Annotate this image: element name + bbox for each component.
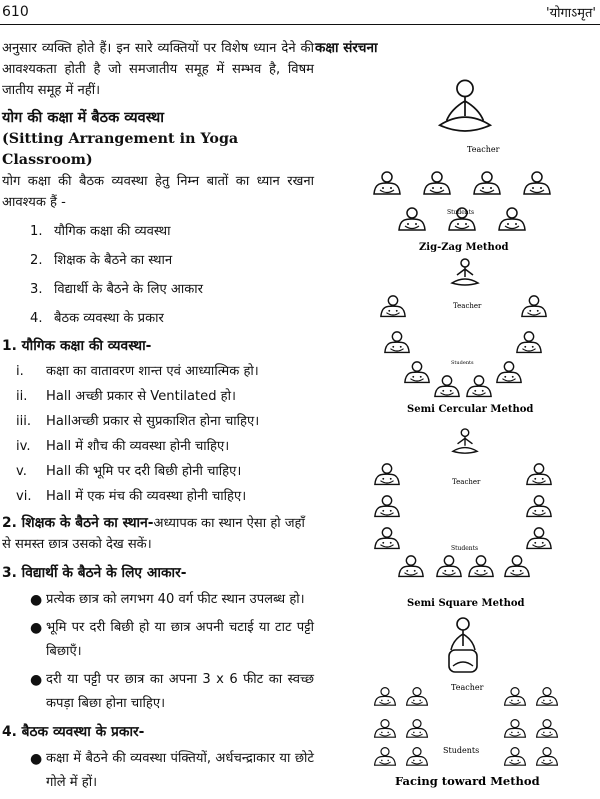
- student-icon: [375, 528, 399, 549]
- student-icon: [505, 556, 529, 577]
- list-item: vi. Hall में एक मंच की व्यवस्था होनी चाहिए।: [16, 489, 247, 504]
- bullet-icon: ●: [30, 620, 43, 636]
- list-item: 2. शिक्षक के बैठने का स्थान: [30, 253, 173, 268]
- list-item: ii. Hall अच्छी प्रकार से Ventilated हो।: [16, 389, 236, 404]
- zigzag-students-label: Students: [447, 209, 475, 216]
- student-icon: [407, 688, 428, 706]
- class-structure-diagram: [315, 38, 600, 788]
- student-icon: [375, 496, 399, 517]
- list-item: ● दरी या पट्टी पर छात्र का अपना 3 x 6 फीट का स्वच्छ कपड़ा बिछा होना चाहिए।: [2, 668, 314, 716]
- student-icon: [537, 720, 558, 738]
- book-title: 'योगाऽमृत': [546, 6, 596, 21]
- student-icon: [474, 172, 500, 194]
- student-icon: [437, 556, 461, 577]
- student-icon: [537, 748, 558, 766]
- header-rule: [0, 24, 600, 25]
- teacher-icon: [452, 259, 478, 285]
- list-item: iii. Hallअच्छी प्रकार से सुप्रकाशित होना चाहिए।: [16, 414, 260, 429]
- student-icon: [399, 208, 425, 230]
- semisquare-students-label: Students: [451, 545, 479, 552]
- teacher-figure-icon: [440, 80, 491, 131]
- lead-paragraph: योग कक्षा की बैठक व्यवस्था हेतु निम्न बातों का ध्यान रखना आवश्यक हैं -: [2, 174, 314, 210]
- student-icon: [375, 464, 399, 485]
- section-2-heading: 2. शिक्षक के बैठने का स्थान-: [2, 515, 154, 531]
- facing-caption: Facing toward Method: [395, 774, 540, 788]
- student-icon: [537, 688, 558, 706]
- teacher-icon: [453, 429, 477, 453]
- semicircle-diagram: [381, 259, 546, 415]
- list-item: 4. बैठक व्यवस्था के प्रकार: [30, 311, 164, 326]
- bullet-icon: ●: [30, 672, 43, 688]
- list-item: ● भूमि पर दरी बिछी हो या छात्र अपनी चटाई या टाट पट्टी बिछाएँ।: [2, 616, 314, 664]
- page-header: [0, 0, 600, 26]
- page-number: 610: [2, 4, 29, 20]
- section-3-heading: 3. विद्यार्थी के बैठने के लिए आकार-: [2, 565, 187, 581]
- section-4-heading: 4. बैठक व्यवस्था के प्रकार-: [2, 724, 145, 740]
- student-icon: [469, 556, 493, 577]
- semicircle-students-label: Students: [451, 360, 474, 366]
- points-list: [2, 217, 314, 333]
- zigzag-teacher-label: Teacher: [467, 145, 500, 154]
- section-1-list: [2, 359, 314, 509]
- student-icon: [435, 376, 459, 397]
- student-icon: [505, 748, 526, 766]
- semisquare-caption: Semi Square Method: [407, 598, 525, 609]
- student-icon: [524, 172, 550, 194]
- intro-paragraph: अनुसार व्यक्ति होते हैं। इन सारे व्यक्तियों पर विशेष ध्यान देने की आवश्यकता होती है जो समजातीय समूह में सम्भव है, विषम जातीय समूह में नहीं।: [2, 41, 314, 98]
- student-icon: [467, 376, 491, 397]
- section-3-list: [2, 588, 314, 716]
- student-icon: [381, 296, 405, 317]
- student-icon: [424, 172, 450, 194]
- section-2-text: अध्यापक का स्थान ऐसा हो जहाँ से समस्त छात्र उसको देख सकें।: [2, 516, 305, 552]
- student-icon: [505, 688, 526, 706]
- zigzag-diagram: [374, 80, 550, 253]
- list-item: iv. Hall में शौच की व्यवस्था होनी चाहिए।: [16, 439, 230, 454]
- class-structure-figures: [315, 38, 600, 788]
- facing-teacher-label: Teacher: [451, 683, 484, 692]
- teacher-figure-icon: [449, 618, 477, 672]
- semicircle-teacher-label: Teacher: [453, 302, 482, 310]
- student-icon: [407, 748, 428, 766]
- list-item: i. कक्षा का वातावरण शान्त एवं आध्यात्मिक हो।: [16, 364, 259, 379]
- student-icon: [497, 362, 521, 383]
- list-item: ● प्रत्येक छात्र को लगभग 40 वर्ग फीट स्थान उपलब्ध हो।: [2, 588, 314, 612]
- bullet-icon: ●: [30, 751, 43, 767]
- section-heading-english: (Sitting Arrangement in Yoga Classroom): [2, 131, 239, 168]
- semisquare-teacher-label: Teacher: [452, 478, 481, 486]
- list-item: ● कक्षा में बैठने की व्यवस्था पंक्तियों, अर्धचन्द्राकार या छोटे गोले में हों।: [2, 747, 314, 795]
- bullet-icon: ●: [30, 592, 43, 608]
- student-icon: [385, 332, 409, 353]
- student-icon: [527, 528, 551, 549]
- list-item: 1. यौगिक कक्षा की व्यवस्था: [30, 224, 171, 239]
- student-icon: [375, 688, 396, 706]
- facing-students-label: Students: [443, 746, 480, 755]
- list-item: 3. विद्यार्थी के बैठने के लिए आकार: [30, 282, 204, 297]
- student-icon: [407, 720, 428, 738]
- student-icon: [375, 720, 396, 738]
- student-icon: [505, 720, 526, 738]
- list-item: v. Hall की भूमि पर दरी बिछी होनी चाहिए।: [16, 464, 242, 479]
- figures-title: कक्षा संरचना: [315, 40, 378, 56]
- student-icon: [375, 748, 396, 766]
- section-1-heading: 1. यौगिक कक्षा की व्यवस्था-: [2, 338, 152, 354]
- section-4-list: [2, 747, 314, 795]
- zigzag-caption: Zig-Zag Method: [419, 242, 509, 253]
- student-icon: [374, 172, 400, 194]
- section-heading-hindi: योग की कक्षा में बैठक व्यवस्था: [2, 110, 165, 126]
- student-icon: [399, 556, 423, 577]
- student-icon: [499, 208, 525, 230]
- student-icon: [527, 496, 551, 517]
- semicircle-caption: Semi Cercular Method: [407, 404, 534, 415]
- section-2: [2, 513, 314, 555]
- student-icon: [527, 464, 551, 485]
- left-column: [2, 38, 314, 799]
- student-icon: [522, 296, 546, 317]
- semisquare-diagram: [375, 429, 551, 609]
- facing-diagram: [375, 618, 558, 788]
- student-icon: [405, 362, 429, 383]
- student-icon: [517, 332, 541, 353]
